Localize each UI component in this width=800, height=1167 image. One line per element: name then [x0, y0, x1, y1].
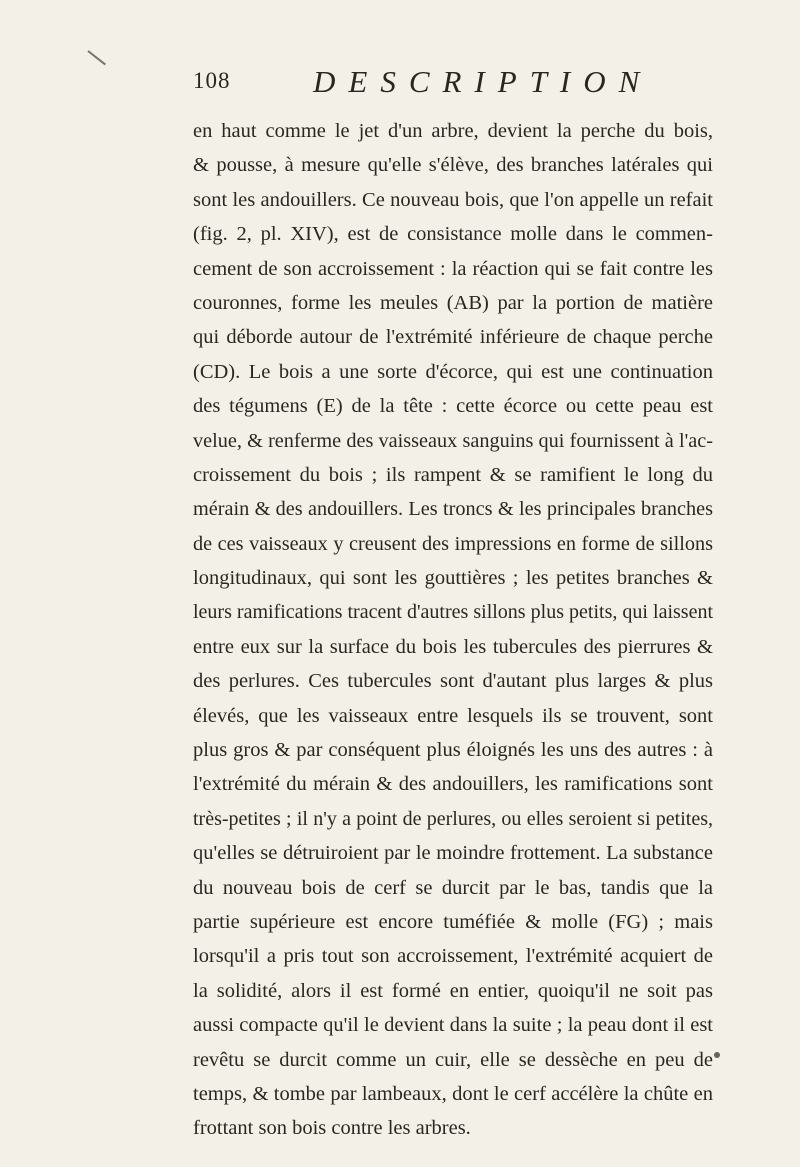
text-line: croissement du bois ; ils rampent & se ramifient le long du: [193, 463, 713, 486]
text-line: qui déborde autour de l'extrémité inférieure de chaque perche: [193, 326, 713, 349]
text-line: de ces vaisseaux y creusent des impressions en forme de sillons: [193, 532, 713, 555]
text-line: aussi compacte qu'il le devient dans la suite ; la peau dont il est: [193, 1014, 713, 1037]
text-line: en haut comme le jet d'un arbre, devient la perche du bois,: [193, 120, 713, 142]
body-text: [193, 114, 713, 1146]
text-line: très-petites ; il n'y a point de perlures, ou elles seroient si petites,: [193, 807, 713, 830]
text-line: des tégumens (E) de la tête : cette écorce ou cette peau est: [193, 395, 713, 418]
corner-stain-mark: [87, 50, 106, 65]
page-number: 108: [193, 68, 231, 93]
text-line: des perlures. Ces tubercules sont d'autant plus larges & plus: [193, 670, 713, 693]
text-line: velue, & renferme des vaisseaux sanguins qui fournissent à l'ac-: [193, 429, 713, 452]
text-line: entre eux sur la surface du bois les tubercules des pierrures &: [193, 635, 713, 658]
text-line: & pousse, à mesure qu'elle s'élève, des branches latérales qui: [193, 154, 713, 177]
text-line: élevés, que les vaisseaux entre lesquels ils se trouvent, sont: [193, 704, 713, 727]
text-line: leurs ramifications tracent d'autres sillons plus petits, qui laissent: [193, 601, 713, 624]
text-line-last: frottant son bois contre les arbres.: [193, 1117, 471, 1140]
running-title: DESCRIPTION: [313, 64, 653, 99]
ink-speck: [714, 1052, 720, 1058]
text-line: du nouveau bois de cerf se durcit par le bas, tandis que la: [193, 876, 713, 899]
text-line: (CD). Le bois a une sorte d'écorce, qui est une continuation: [193, 360, 713, 383]
text-line: lorsqu'il a pris tout son accroissement, l'extrémité acquiert de: [193, 945, 713, 968]
text-line: longitudinaux, qui sont les gouttières ; les petites branches &: [193, 567, 713, 590]
text-line: partie supérieure est encore tuméfiée & molle (FG) ; mais: [193, 910, 713, 933]
text-line: plus gros & par conséquent plus éloignés les uns des autres : à: [193, 739, 713, 762]
text-line: temps, & tombe par lambeaux, dont le cerf accélère la chûte en: [193, 1082, 713, 1105]
text-line: la solidité, alors il est formé en entier, quoiqu'il ne soit pas: [193, 979, 713, 1002]
text-line: cement de son accroissement : la réaction qui se fait contre les: [193, 257, 713, 280]
text-line: l'extrémité du mérain & des andouillers, les ramifications sont: [193, 773, 713, 796]
text-line: (fig. 2, pl. XIV), est de consistance molle dans le commen-: [193, 223, 713, 246]
text-line: revêtu se durcit comme un cuir, elle se dessèche en peu de: [193, 1048, 713, 1071]
text-line: couronnes, forme les meules (AB) par la portion de matière: [193, 291, 713, 314]
page-header: [193, 64, 713, 104]
text-line: qu'elles se détruiroient par le moindre frottement. La substance: [193, 842, 713, 865]
text-line: sont les andouillers. Ce nouveau bois, que l'on appelle un refait: [193, 188, 713, 211]
text-line: mérain & des andouillers. Les troncs & les principales branches: [193, 498, 713, 521]
